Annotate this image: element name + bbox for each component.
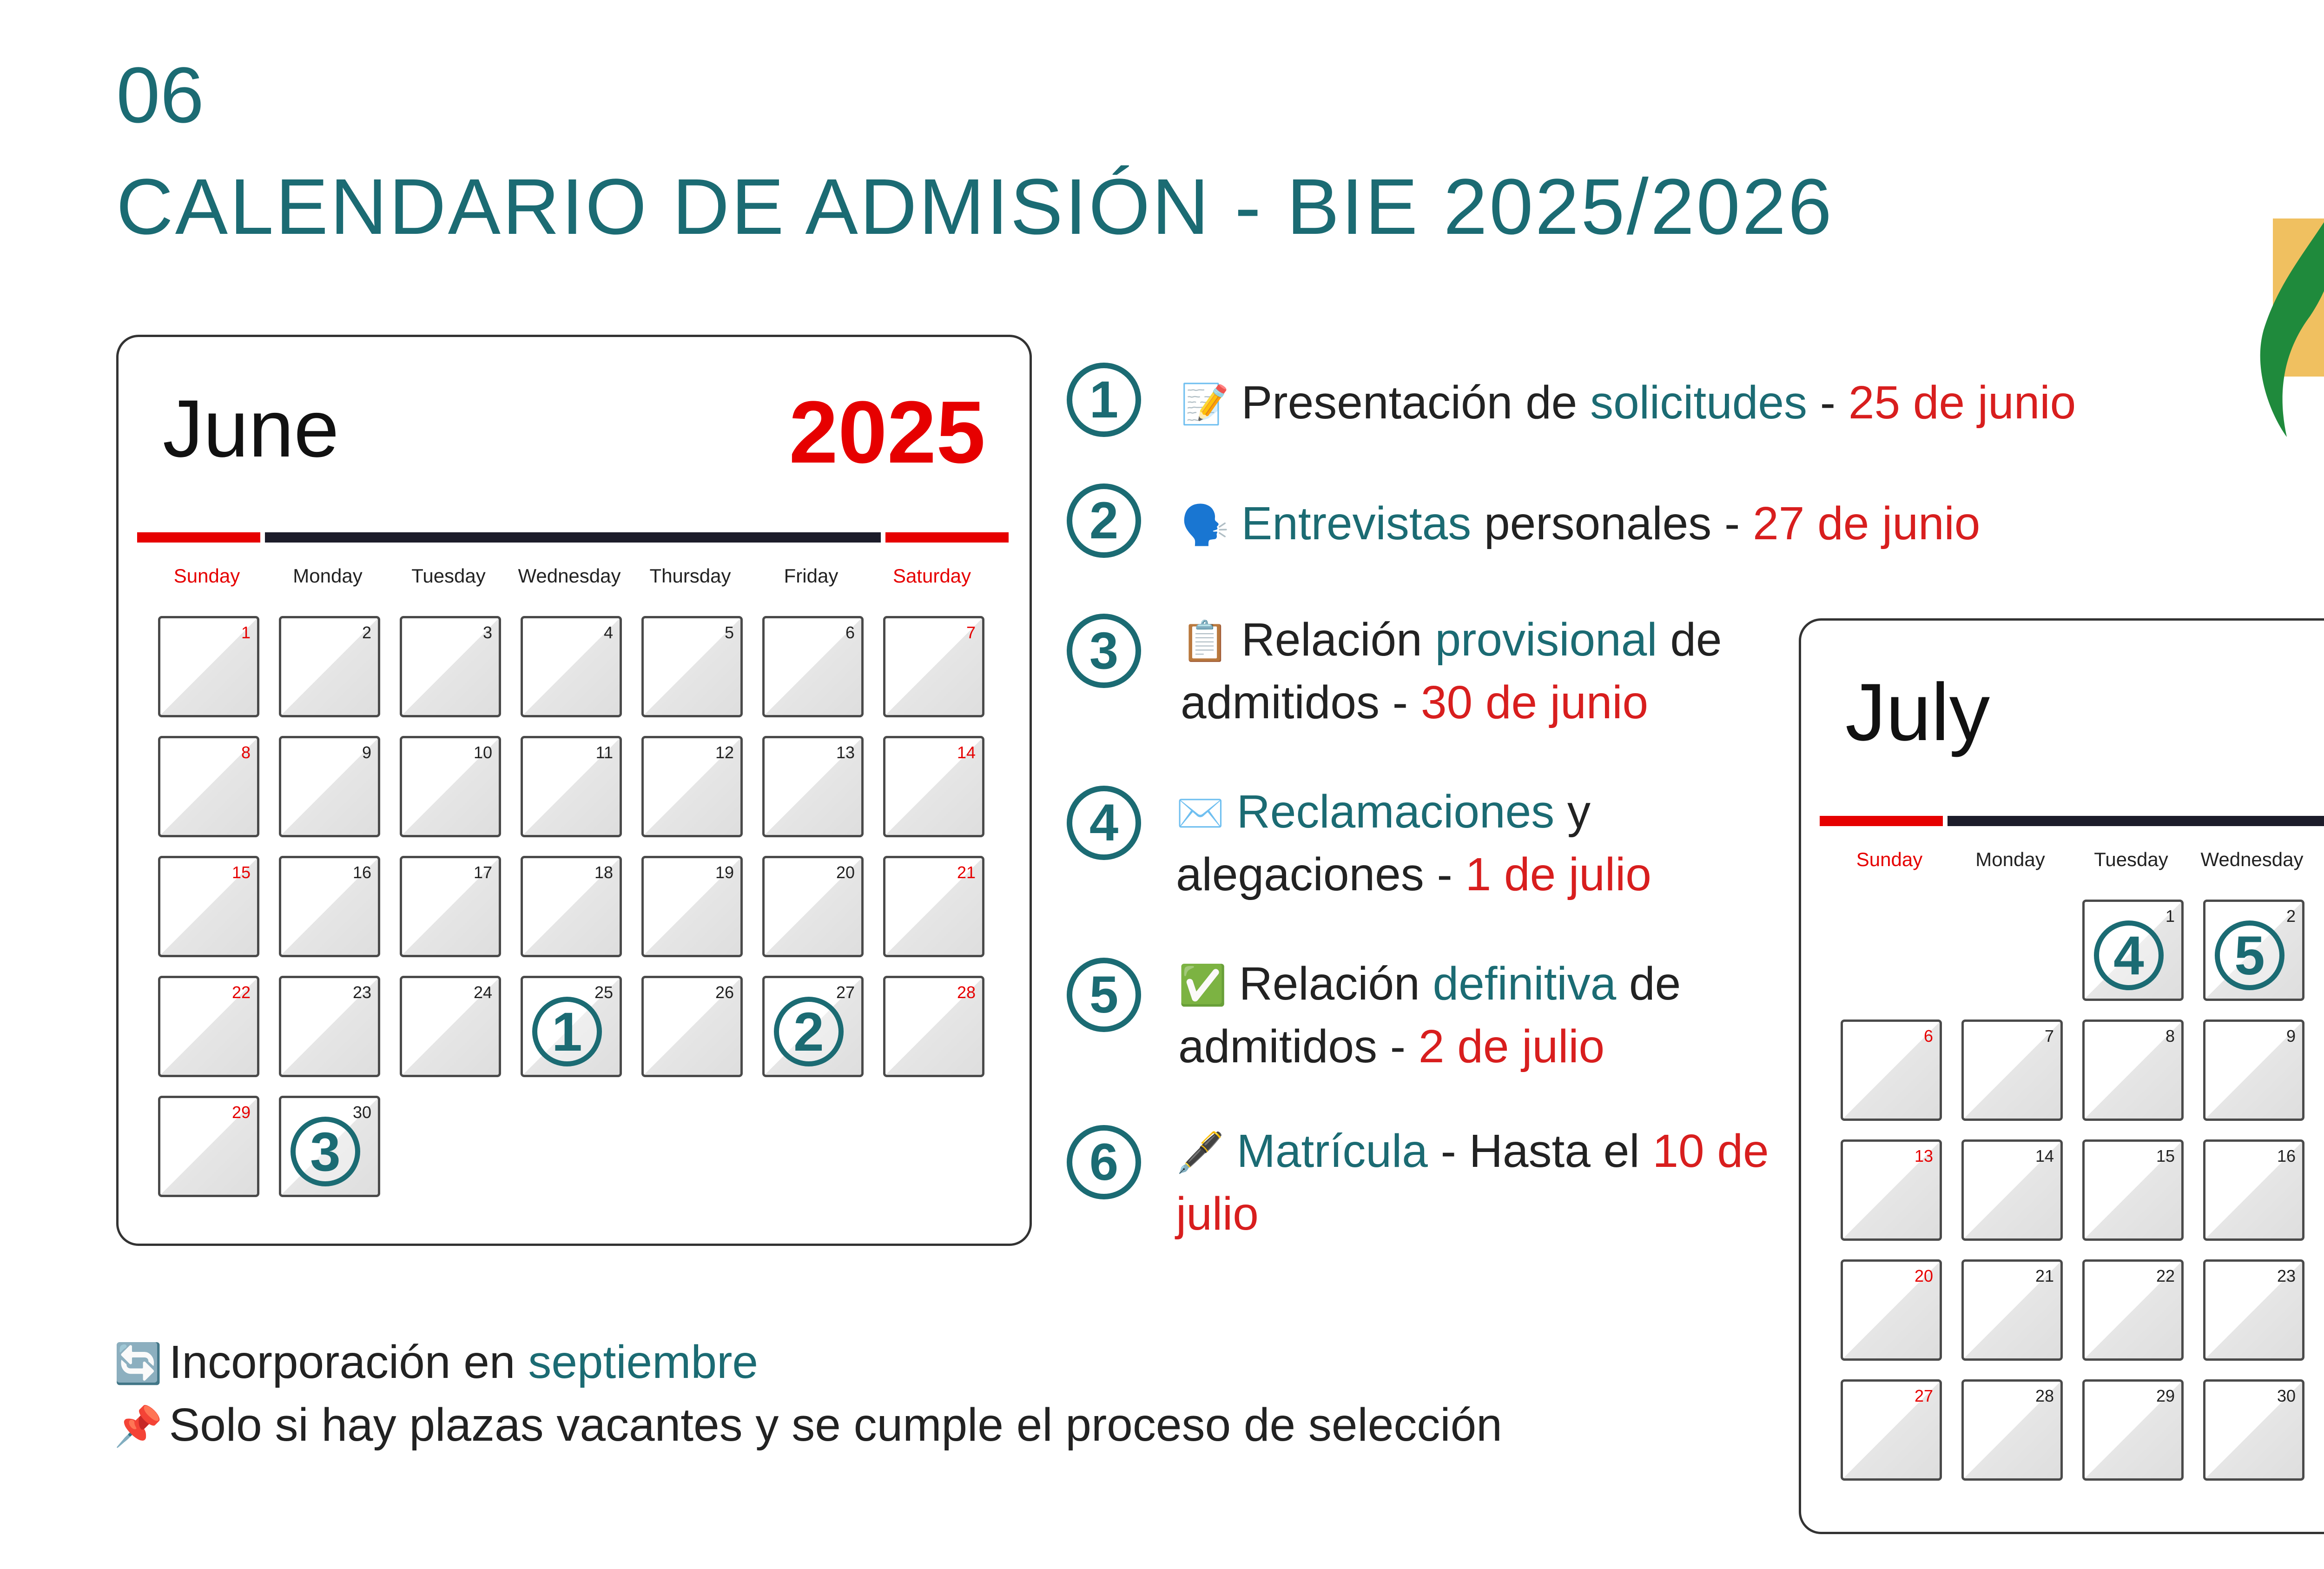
day-number: 5 [724, 623, 734, 642]
text-segment: Relación [1241, 614, 1435, 666]
day-number: 21 [2035, 1266, 2054, 1285]
day-cell[interactable] [2203, 900, 2304, 1001]
weekday-label: Wednesday [2200, 848, 2304, 870]
day-cell[interactable] [762, 976, 864, 1077]
day-cell[interactable] [400, 736, 501, 837]
day-number: 19 [715, 863, 734, 882]
weekday-label: Monday [293, 565, 363, 587]
pushpin-icon: 📌 [114, 1404, 163, 1448]
bie-logo [2245, 177, 2324, 446]
day-cell[interactable] [641, 736, 743, 837]
step-emoji-icon: 📝 [1181, 382, 1229, 426]
day-number: 26 [715, 983, 734, 1002]
day-number: 29 [2156, 1386, 2175, 1405]
day-number: 13 [836, 743, 855, 762]
day-number: 13 [1914, 1146, 1933, 1165]
day-cell[interactable] [2082, 900, 2184, 1001]
day-cell[interactable] [521, 976, 622, 1077]
text-segment: 25 de junio [1848, 377, 2076, 429]
weekday-label: Tuesday [411, 565, 486, 587]
step-description [1181, 372, 2250, 435]
weekday-label: Friday [784, 565, 838, 587]
day-cell[interactable] [521, 856, 622, 957]
day-cell[interactable] [1841, 1379, 1942, 1481]
day-number: 3 [482, 623, 492, 642]
day-cell[interactable] [641, 976, 743, 1077]
day-cell[interactable] [2203, 1259, 2304, 1361]
day-number: 23 [352, 983, 371, 1002]
calendar-divider [1948, 816, 2324, 826]
step-number-icon: 4 [1067, 786, 1141, 860]
weekday-label: Saturday [892, 565, 971, 587]
text-segment: Reclamaciones [1236, 786, 1555, 838]
day-cell[interactable] [279, 1096, 380, 1197]
day-number: 12 [715, 743, 734, 762]
day-number: 25 [594, 983, 613, 1002]
step-number-icon: 3 [1067, 614, 1141, 688]
day-cell[interactable] [1841, 1139, 1942, 1241]
day-number: 30 [352, 1103, 371, 1122]
step-emoji-icon: 📋 [1181, 619, 1229, 663]
page-title: CALENDARIO DE ADMISIÓN - BIE 2025/2026 [116, 163, 1834, 251]
day-cell[interactable] [158, 856, 259, 957]
text-segment: septiembre [528, 1336, 758, 1388]
day-cell[interactable] [158, 616, 259, 717]
day-number: 15 [2156, 1146, 2175, 1165]
logo-leaf-icon [2245, 177, 2324, 446]
day-number: 15 [231, 863, 251, 882]
day-cell[interactable] [762, 616, 864, 717]
day-number: 16 [2277, 1146, 2296, 1165]
text-segment: de admitidos - [1178, 958, 1681, 1072]
step-description [1176, 1120, 1771, 1245]
step-marker-icon: 3 [290, 1117, 360, 1186]
day-cell[interactable] [400, 616, 501, 717]
text-segment: - [1807, 377, 1849, 429]
text-segment: - Hasta el [1427, 1125, 1653, 1177]
weekday-label: Tuesday [2094, 848, 2168, 870]
day-cell[interactable] [883, 736, 984, 837]
day-cell[interactable] [400, 976, 501, 1077]
calendar-divider [1820, 816, 1943, 826]
step-marker-icon: 1 [532, 997, 602, 1066]
day-number: 28 [957, 983, 976, 1002]
step-description [1178, 953, 1773, 1077]
weekday-label [2312, 848, 2324, 871]
day-cell[interactable] [279, 976, 380, 1077]
day-cell[interactable] [641, 856, 743, 957]
day-cell[interactable] [1961, 1379, 2063, 1481]
step-emoji-icon: ✅ [1178, 963, 1227, 1007]
day-cell[interactable] [279, 616, 380, 717]
text-segment: Relación [1239, 958, 1433, 1010]
june-calendar [116, 335, 1032, 1246]
day-number: 20 [836, 863, 855, 882]
text-segment: 1 de julio [1465, 848, 1651, 900]
day-cell[interactable] [883, 976, 984, 1077]
day-number: 9 [362, 743, 371, 762]
step-marker-icon: 5 [2215, 920, 2284, 990]
day-cell[interactable] [2203, 1379, 2304, 1481]
day-cell[interactable] [2082, 1259, 2184, 1361]
day-number: 9 [2286, 1026, 2296, 1046]
day-number: 8 [2165, 1026, 2175, 1046]
day-number: 24 [473, 983, 492, 1002]
day-cell[interactable] [1841, 1259, 1942, 1361]
day-number: 8 [241, 743, 251, 762]
july-calendar [1799, 618, 2324, 1534]
text-segment: 30 de junio [1420, 676, 1649, 728]
day-number: 7 [966, 623, 976, 642]
calendar-month: July [1845, 667, 1990, 758]
day-number: 23 [2277, 1266, 2296, 1285]
weekday-label: Thursday [649, 565, 731, 587]
day-number: 14 [957, 743, 976, 762]
day-number: 2 [2286, 907, 2296, 926]
calendar-divider [885, 532, 1009, 543]
day-number: 30 [2277, 1386, 2296, 1405]
weekday-label: Monday [1975, 848, 2045, 870]
text-segment: Matrícula [1236, 1125, 1428, 1177]
day-number: 17 [473, 863, 492, 882]
text-segment: Entrevistas [1241, 497, 1472, 549]
weekday-label: Sunday [1856, 848, 1923, 870]
day-number: 1 [241, 623, 251, 642]
day-cell[interactable] [2082, 1020, 2184, 1121]
step-marker-icon: 2 [774, 997, 844, 1066]
text-segment: 27 de junio [1753, 497, 1981, 549]
day-cell[interactable] [158, 736, 259, 837]
day-cell[interactable] [158, 976, 259, 1077]
calendar-year: 2025 [789, 383, 985, 482]
text-segment: de admitidos - [1181, 614, 1722, 728]
calendar-month: June [163, 384, 339, 474]
day-number: 1 [2165, 907, 2175, 926]
day-number: 22 [231, 983, 251, 1002]
text-segment: y alegaciones - [1176, 786, 1591, 900]
day-number: 16 [352, 863, 371, 882]
day-number: 18 [594, 863, 613, 882]
step-description [1181, 609, 1776, 733]
day-number: 6 [1923, 1026, 1933, 1046]
day-number: 27 [836, 983, 855, 1002]
weekday-label: Sunday [173, 565, 240, 587]
day-cell[interactable] [1961, 1259, 2063, 1361]
day-cell[interactable] [2082, 1139, 2184, 1241]
step-number-icon: 1 [1067, 363, 1141, 437]
day-cell[interactable] [2082, 1379, 2184, 1481]
day-cell[interactable] [1961, 1139, 2063, 1241]
text-segment: Presentación de [1241, 377, 1591, 429]
weekday-label: Wednesday [518, 565, 621, 587]
text-segment: definitiva [1433, 958, 1617, 1010]
step-number-icon: 5 [1067, 958, 1141, 1032]
day-cell[interactable] [883, 856, 984, 957]
text-segment: 10 de julio [1176, 1125, 1769, 1240]
text-segment: 2 de julio [1418, 1020, 1605, 1072]
day-cell[interactable] [883, 616, 984, 717]
day-cell[interactable] [762, 736, 864, 837]
step-emoji-icon: 🗣️ [1181, 503, 1229, 547]
step-emoji-icon: ✉️ [1176, 791, 1225, 835]
text-segment: Solo si hay plazas vacantes y se cumple el proceso de selección [169, 1399, 1502, 1451]
day-number: 27 [1914, 1386, 1933, 1405]
refresh-icon: 🔄 [114, 1342, 163, 1385]
day-cell[interactable] [1841, 1020, 1942, 1121]
day-number: 6 [845, 623, 855, 642]
day-number: 28 [2035, 1386, 2054, 1405]
day-number: 2 [362, 623, 371, 642]
day-cell[interactable] [2203, 1139, 2304, 1241]
day-cell[interactable] [279, 856, 380, 957]
day-number: 11 [595, 743, 613, 762]
day-cell[interactable] [521, 616, 622, 717]
day-cell[interactable] [521, 736, 622, 837]
day-number: 21 [957, 863, 976, 882]
day-cell[interactable] [400, 856, 501, 957]
step-marker-icon: 4 [2094, 920, 2164, 990]
footer-note [114, 1336, 758, 1388]
text-segment: provisional [1435, 614, 1657, 666]
step-description [1176, 781, 1771, 905]
step-number-icon: 2 [1067, 483, 1141, 558]
calendar-divider [265, 532, 881, 543]
day-cell[interactable] [279, 736, 380, 837]
text-segment: personales - [1471, 497, 1753, 549]
text-segment: solicitudes [1590, 377, 1807, 429]
day-cell[interactable] [1961, 1020, 2063, 1121]
day-number: 20 [1914, 1266, 1933, 1285]
step-emoji-icon: 🖋️ [1176, 1131, 1225, 1174]
day-cell[interactable] [762, 856, 864, 957]
step-number-icon: 6 [1067, 1125, 1141, 1199]
day-number: 29 [231, 1103, 251, 1122]
slide-number: 06 [116, 51, 205, 139]
day-number: 22 [2156, 1266, 2175, 1285]
day-number: 14 [2035, 1146, 2054, 1165]
footer-note [114, 1399, 1502, 1451]
day-number: 7 [2044, 1026, 2054, 1046]
day-cell[interactable] [158, 1096, 259, 1197]
text-segment: Incorporación en [169, 1336, 528, 1388]
day-cell[interactable] [2203, 1020, 2304, 1121]
day-number: 4 [603, 623, 613, 642]
step-description [1181, 493, 2250, 556]
calendar-divider [137, 532, 260, 543]
day-number: 10 [473, 743, 492, 762]
day-cell[interactable] [641, 616, 743, 717]
